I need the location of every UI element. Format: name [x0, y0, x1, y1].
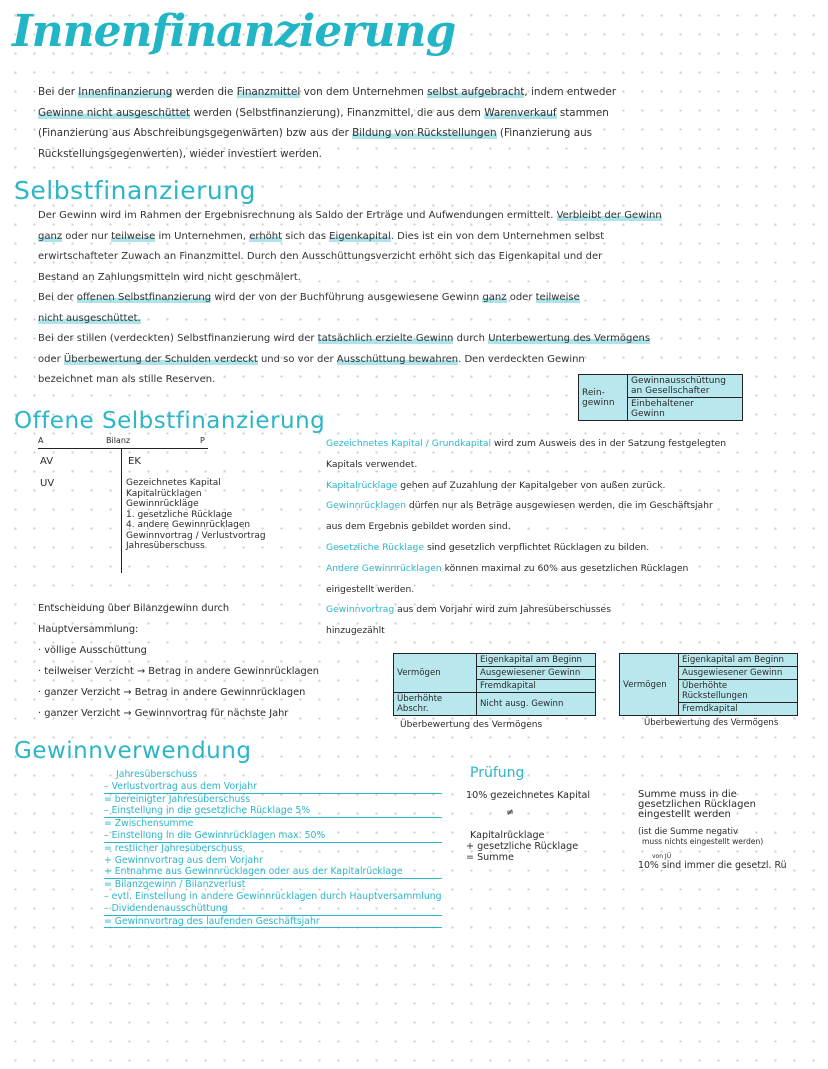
highlight-selbst: selbst aufgebracht	[427, 86, 525, 98]
highlight: Überbewertung der Schulden verdeckt	[63, 353, 258, 365]
intro-text: Bei der	[38, 86, 75, 98]
entscheidung-item: · völlige Ausschüttung	[38, 645, 147, 656]
pruefung-line: 10% sind immer die gesetzl. Rü	[638, 860, 787, 871]
gewinn-item: = Bilanzgewinn / Bilanzverlust	[104, 879, 246, 891]
table-cell: Nicht ausg. Gewinn	[477, 693, 596, 716]
text: oder	[38, 353, 61, 365]
def-text: dürfen nur als Beträge ausgewiesen werden, die im Geschäftsjahr	[408, 500, 713, 512]
gewinn-item: = Zwischensumme	[104, 818, 194, 830]
pruefung-right	[638, 790, 787, 871]
pruefung-line: = Summe	[466, 852, 514, 863]
gewinn-item: – Dividendenausschüttung	[104, 904, 442, 916]
highlight: teilweise	[111, 230, 156, 242]
gewinn-item: – Einstellung in die gesetzliche Rücklage 5%	[104, 806, 442, 818]
text: Bestand an Zahlungsmitteln wird nicht geschmälert.	[38, 271, 301, 283]
intro-text: von dem Unternehmen	[303, 86, 424, 98]
def-text: wird zum Ausweis des in der Satzung festgelegten	[493, 438, 727, 449]
reingewinn-table	[578, 374, 743, 421]
highlight: offenen Selbstfinanzierung	[76, 292, 212, 303]
highlight: ganz	[38, 230, 63, 242]
def-text: können maximal zu 60% aus gesetzlichen Rücklagen	[444, 562, 689, 574]
pruefung-line: Summe muss in die	[638, 789, 737, 800]
highlight-innenfinanzierung: Innenfinanzierung	[78, 86, 173, 98]
def-term: Kapitalrücklage	[326, 479, 398, 491]
table-cell: Eigenkapital am Beginn	[477, 654, 596, 667]
def-term: Gewinnrücklagen	[326, 500, 406, 512]
bilanz-ek: EK	[128, 456, 141, 467]
table-cell: Ausgewiesener Gewinn	[477, 667, 596, 680]
ausschuettung-cell: Gewinnausschüttung an Gesellschafter	[628, 375, 743, 398]
reingewinn-cell: Rein- gewinn	[579, 375, 628, 421]
table-cell: Eigenkapital am Beginn	[679, 654, 798, 667]
bilanz-item: Jahresüberschuss	[126, 541, 205, 551]
highlight: erhöht	[249, 230, 283, 242]
table-cell: Überhöhte Rückstellungen	[679, 680, 798, 703]
gewinn-item: + Entnahme aus Gewinnrücklagen oder aus der Kapitalrücklage	[104, 867, 442, 879]
pruefung-line: Kapitalrücklage	[470, 830, 545, 841]
text: . Dies ist ein von dem Unternehmen selbst	[390, 230, 605, 242]
def-term: Gewinnvortrag	[326, 604, 395, 616]
pruefung-left	[466, 790, 590, 863]
highlight-warenverkauf: Warenverkauf	[484, 106, 557, 119]
pruefung-line: + gesetzliche Rücklage	[466, 841, 579, 852]
intro-text: , indem entweder	[524, 86, 617, 98]
text: durch	[456, 333, 485, 344]
gewinn-item: – Verlustvortrag aus dem Vorjahr	[104, 782, 442, 794]
bilanz-item: Kapitalrücklagen	[126, 488, 202, 499]
text: wird der von der Buchführung ausgewiesene Gewinn	[214, 292, 480, 303]
table-cell: Fremdkapital	[679, 703, 798, 716]
intro-text: (Finanzierung aus	[499, 127, 593, 139]
highlight: teilweise	[535, 292, 580, 303]
text: Der Gewinn wird im Rahmen der Ergebnisrechnung als Saldo der Erträge und Aufwendungen ermittelt.	[38, 210, 554, 221]
bilanz-p: P	[200, 436, 205, 445]
heading-pruefung: Prüfung	[470, 765, 525, 781]
gewinn-item: – evtl. Einstellung in andere Gewinnrücklagen durch Hauptversammlung	[104, 890, 442, 902]
table1-caption: Überbewertung des Vermögens	[400, 720, 543, 730]
entscheidung-block	[38, 598, 319, 724]
text: . Den verdeckten Gewinn	[458, 353, 585, 365]
def-text: aus dem Ergebnis gebildet worden sind.	[326, 521, 511, 533]
highlight: nicht ausgeschüttet.	[38, 312, 141, 324]
def-text: sind gesetzlich verpflichtet Rücklagen zu bilden.	[426, 541, 650, 553]
intro-text: werden (Selbstfinanzierung), Finanzmittel, die aus dem	[193, 106, 481, 119]
bilanz-items	[126, 478, 266, 552]
gewinn-item: = bereinigter Jahresüberschuss	[104, 793, 251, 805]
gewinn-item: = restlicher Jahresüberschuss	[104, 842, 243, 854]
bilanz-uv: UV	[40, 478, 55, 489]
def-term: Andere Gewinnrücklagen	[326, 562, 442, 574]
vermoegen-cell: Vermögen	[620, 654, 679, 716]
vermoegen-cell: Vermögen	[394, 654, 477, 693]
bewertung-table-2	[619, 653, 798, 716]
entscheidung-item: · teilweiser Verzicht → Betrag in andere Gewinnrücklagen	[38, 666, 319, 677]
page-title: Innenfinanzierung	[12, 6, 456, 57]
highlight: Eigenkapital	[329, 230, 391, 242]
bilanz-horizontal-line	[38, 448, 208, 449]
bilanz-item: Gewinnvortrag / Verlustvortrag	[126, 530, 266, 541]
entscheidung-item: · ganzer Verzicht → Gewinnvortrag für nächste Jahr	[38, 708, 289, 719]
text: Bei der stillen (verdeckten) Selbstfinanzierung wird der	[38, 333, 315, 344]
definitions	[326, 434, 806, 642]
table-cell: Fremdkapital	[477, 680, 596, 693]
def-text: gehen auf Zuzahlung der Kapitalgeber von außen zurück.	[400, 479, 666, 491]
text: erwirtschafteter Zuwach an Finanzmittel. Durch den Ausschüttungsverzicht erhöht sich das Eigenkapital und der	[38, 251, 603, 262]
gewinn-item: = Gewinnvortrag des laufenden Geschäftsjahr	[104, 917, 442, 929]
einbehalten-cell: Einbehaltener Gewinn	[628, 398, 743, 421]
pruefung-note: von JÜ	[652, 853, 672, 860]
pruefung-line: (ist die Summe negativ	[638, 827, 739, 837]
text: sich das	[285, 230, 326, 242]
entscheidung-line: Entscheidung über Bilanzgewinn durch	[38, 603, 230, 614]
bilanz-item: 4. andere Gewinnrücklagen	[126, 520, 251, 530]
highlight: Ausschüttung bewahren	[336, 353, 459, 365]
def-text: eingestellt werden.	[326, 583, 415, 595]
def-text: Kapitals verwendet.	[326, 458, 418, 470]
text: Bei der	[38, 292, 74, 303]
text: im Unternehmen,	[158, 230, 247, 242]
heading-offene-selbstfinanzierung: Offene Selbstfinanzierung	[14, 408, 326, 434]
bilanz-item: Gezeichnetes Kapital	[126, 478, 221, 488]
highlight: Verbleibt der Gewinn	[556, 210, 662, 221]
def-text: hinzugezählt	[326, 625, 385, 637]
intro-text: stammen	[559, 106, 609, 119]
pruefung-line: gesetzlichen Rücklagen	[638, 799, 756, 810]
text: oder nur	[65, 230, 108, 242]
bilanz-av: AV	[40, 456, 54, 467]
bilanz-a: A	[38, 436, 44, 445]
text: bezeichnet man als stille Reserven.	[38, 374, 216, 385]
highlight-gewinne: Gewinne nicht ausgeschüttet	[38, 106, 191, 119]
highlight: Unterbewertung des Vermögens	[488, 333, 651, 344]
table2-caption: Überbewertung des Vermögens	[644, 718, 779, 728]
intro-text: werden die	[175, 86, 234, 98]
gewinn-item: Jahresüberschuss	[116, 769, 198, 780]
table-cell: Überhöhte Abschr.	[394, 693, 477, 716]
text: und so vor der	[260, 353, 334, 365]
heading-selbstfinanzierung: Selbstfinanzierung	[14, 176, 256, 205]
intro-text: (Finanzierung aus Abschreibungsgegenwärten) bzw aus der	[38, 127, 349, 139]
highlight: ganz	[482, 292, 507, 303]
pruefung-neq: ≠	[506, 807, 515, 818]
bewertung-table-1	[393, 653, 596, 716]
entscheidung-item: · ganzer Verzicht → Betrag in andere Gewinnrücklagen	[38, 687, 306, 698]
bilanz-vertical-line	[121, 448, 122, 573]
pruefung-line: eingestellt werden	[638, 809, 731, 820]
highlight: tatsächlich erzielte Gewinn	[317, 333, 454, 344]
highlight-bildung: Bildung von Rückstellungen	[352, 127, 497, 139]
bilanz-item: 1. gesetzliche Rücklage	[126, 509, 233, 520]
intro-paragraph	[38, 82, 798, 164]
bilanz-item: Gewinnrückläge	[126, 499, 199, 509]
highlight-finanzmittel: Finanzmittel	[236, 86, 301, 98]
bilanz-t-account	[38, 436, 266, 576]
bilanz-title: Bilanz	[106, 436, 131, 445]
gewinnverwendung-list	[104, 770, 442, 929]
def-term: Gesetzliche Rücklage	[326, 541, 425, 553]
pruefung-line: 10% gezeichnetes Kapital	[466, 790, 591, 801]
gewinn-item: – Einstellung in die Gewinnrücklagen max. 50%	[104, 831, 442, 843]
heading-gewinnverwendung: Gewinnverwendung	[14, 738, 252, 764]
def-text: aus dem Vorjahr wird zum Jahresüberschusses	[397, 604, 611, 616]
entscheidung-line: Hauptversammlung:	[38, 624, 139, 635]
pruefung-line: muss nichts eingestellt werden)	[642, 837, 764, 846]
text: oder	[509, 292, 533, 303]
selbst-paragraph	[38, 206, 808, 391]
table-cell: Ausgewiesener Gewinn	[679, 667, 798, 680]
def-term: Gezeichnetes Kapital / Grundkapital	[326, 438, 492, 449]
intro-text: Rückstellungsgegenwerten), wieder investiert werden.	[38, 147, 322, 160]
gewinn-item: + Gewinnvortrag aus dem Vorjahr	[104, 854, 263, 866]
